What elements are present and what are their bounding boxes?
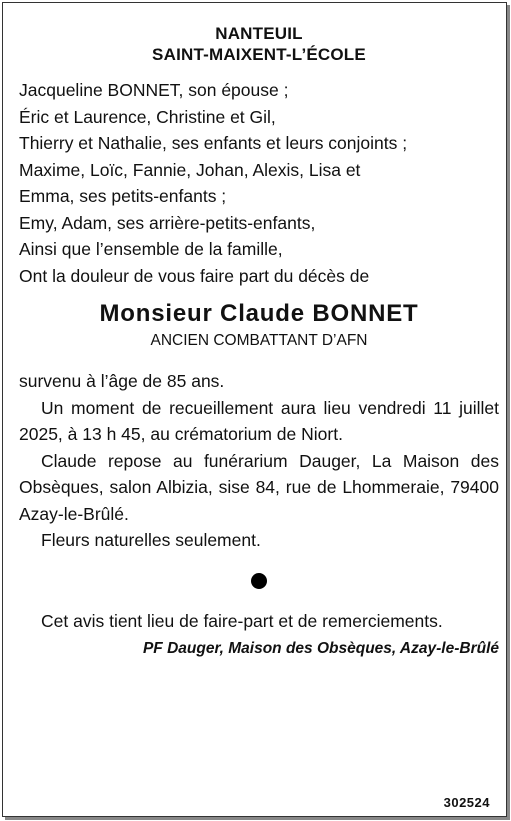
city-heading: SAINT-MAIXENT-L’ÉCOLE xyxy=(152,45,366,64)
funeral-home-signature: PF Dauger, Maison des Obsèques, Azay-le-Brûlé xyxy=(142,640,499,657)
obituary-notice xyxy=(2,2,507,817)
family-line: Ainsi que l’ensemble de la famille, xyxy=(19,239,283,259)
family-line: Ont la douleur de vous faire part du décès de xyxy=(19,265,370,286)
family-line: Jacqueline BONNET, son épouse ; xyxy=(19,80,289,100)
closing-section xyxy=(19,608,499,635)
separator-bullet xyxy=(251,573,267,589)
family-line: Thierry et Nathalie, ses enfants et leurs conjoints ; xyxy=(19,133,408,153)
closing-notice: Cet avis tient lieu de faire-part et de remerciements. xyxy=(41,610,443,631)
flowers-paragraph: Fleurs naturelles seulement. xyxy=(41,530,261,550)
family-list xyxy=(19,77,499,289)
age-line: survenu à l’âge de 85 ans. xyxy=(19,371,225,391)
family-line: Emy, Adam, ses arrière-petits-enfants, xyxy=(19,212,316,233)
notice-content xyxy=(19,23,499,660)
deceased-name: Monsieur Claude BONNET xyxy=(99,300,419,327)
family-line: Éric et Laurence, Christine et Gil, xyxy=(19,106,276,127)
ceremony-paragraph: Un moment de recueillement aura lieu vendredi 11 juillet 2025, à 13 h 45, au crématorium de Niort. xyxy=(19,397,499,444)
town-heading: NANTEUIL xyxy=(215,24,303,43)
deceased-title: ANCIEN COMBATTANT D’AFN xyxy=(150,332,368,349)
family-line: Maxime, Loïc, Fannie, Johan, Alexis, Lisa et xyxy=(19,159,361,180)
family-line: Emma, ses petits-enfants ; xyxy=(19,186,227,206)
reference-number: 302524 xyxy=(443,795,490,810)
rest-place-paragraph: Claude repose au funérarium Dauger, La Maison des Obsèques, salon Albizia, sise 84, rue de Lhommeraie, 79400 Azay-le-Brûlé. xyxy=(19,450,499,524)
notice-details xyxy=(19,368,499,554)
